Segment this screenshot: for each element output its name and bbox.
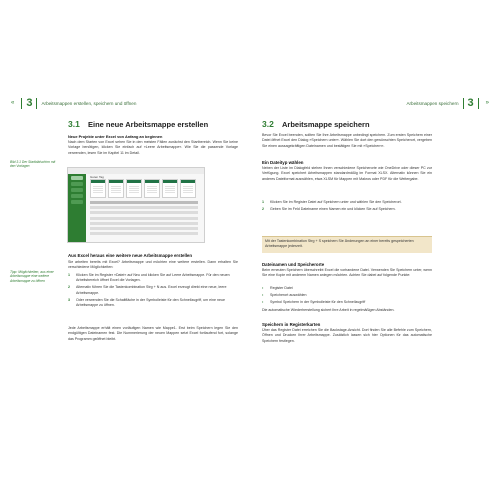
section-heading bbox=[68, 119, 208, 129]
subheading: Ein Dateityp wählen bbox=[262, 160, 304, 165]
left-running-header bbox=[8, 97, 136, 109]
bullet-list bbox=[262, 286, 432, 307]
list-item: • Speicherort auswählen bbox=[262, 293, 307, 297]
list-item: 1 Klicken Sie im Register »Datei« auf Neu und klicken Sie auf Leere Arbeitsmappe. Für den neuen Arbeitsbereich öffnet Excel die Vorlagen. bbox=[68, 273, 230, 283]
subheading: Dateinamen und Speicherorte bbox=[262, 262, 325, 267]
header-divider bbox=[463, 98, 464, 109]
header-divider bbox=[21, 98, 22, 109]
paragraph: Die automatische Wiederherstellung sichert Ihre Arbeit in regelmäßigen Abständen. bbox=[262, 308, 395, 312]
section-number: 3.1 bbox=[68, 119, 80, 129]
template-thumbnail bbox=[126, 179, 142, 198]
screenshot-sidebar bbox=[68, 174, 86, 242]
chapter-number: 3 bbox=[26, 97, 33, 109]
paragraph: Neben der Liste im Dialogfeld stehen Ihnen verschiedene Speicherorte wie OneDrive oder dieser PC zur Verfügung. Excel speichert Arbeitsmappen standardmäßig im Format XLSX. Alternativ können Sie ein anderes Dateiformat auswählen, etwa XLSM für Mappen mit Makros oder PDF für die Weitergabe. bbox=[262, 166, 432, 181]
chapter-title: Arbeitsmappen erstellen, speichern und öffnen bbox=[41, 100, 137, 106]
options-list bbox=[68, 273, 238, 310]
paragraph: Beim erneuten Speichern überschreibt Excel die vorhandene Datei. Verwenden Sie Speichern unter, wenn Sie eine Kopie mit anderem Namen anlegen möchten. Achten Sie dabei auf folgende Punkte: bbox=[262, 268, 432, 278]
template-thumbnail bbox=[108, 179, 124, 198]
right-running-header bbox=[406, 97, 492, 109]
closing-paragraph: Jede Arbeitsmappe erhält einen vorläufigen Namen wie Mappe1. Erst beim Speichern legen Sie den endgültigen Dateinamen fest. Die Nummerierung der neuen Mappen setzt Excel fortlaufend fort, solange das Programm geöffnet bleibt. bbox=[68, 326, 238, 341]
subheading-paragraph: Sie arbeiten bereits mit Excel? Arbeitsmappe und möchten eine weitere erstellen. Dann erhalten Sie verschiedene Möglichkeiten: bbox=[68, 260, 238, 270]
intro-paragraph: Bevor Sie Excel beenden, sollten Sie Ihre Arbeitsmappe unbedingt speichern. Zum ersten Speichern einer Datei öffnet Excel den Dialog »Speichern unter«. Wählen Sie dort den gewünschten Speicherort, vergeben Sie einen aussagekräftigen Dateinamen und bestätigen Sie mit »Speichern«. bbox=[262, 133, 432, 148]
screenshot-greeting: Guten Tag bbox=[90, 175, 104, 179]
list-item: 1 Klicken Sie im Register Datei auf Speichern unter und wählen Sie den Speicherort. bbox=[262, 200, 402, 204]
section-number: 3.2 bbox=[262, 119, 274, 129]
intro-heading: Neue Projekte unter Excel von Anfang an beginnen bbox=[68, 134, 163, 139]
template-thumbnail bbox=[162, 179, 178, 198]
list-item: 2 Geben Sie im Feld Dateiname einen Namen ein und klicken Sie auf Speichern. bbox=[262, 207, 396, 211]
steps-list bbox=[262, 200, 432, 214]
list-item: 2 Alternativ führen Sie die Tastenkombination Strg + N aus. Excel erzeugt direkt eine neue, leere Arbeitsmappe. bbox=[68, 285, 227, 295]
subheading: Aus Excel heraus eine weitere neue Arbeitsmappe erstellen bbox=[68, 253, 193, 258]
template-thumbnail bbox=[180, 179, 196, 198]
header-divider bbox=[478, 98, 479, 109]
section-title: Arbeitsmappe speichern bbox=[282, 120, 370, 129]
note-box: Mit der Tastenkombination Strg + S speichern Sie Änderungen an einer bereits gespeicherten Arbeitsmappe jederzeit. bbox=[262, 236, 432, 253]
paragraph: Über das Register Datei erreichen Sie die Backstage-Ansicht. Dort finden Sie alle Befehle zum Speichern, Öffnen und Drucken Ihrer Arbeitsmappe. Zusätzlich lassen sich hier Optionen für das automatische Speichern festlegen. bbox=[262, 328, 432, 343]
next-page-icon[interactable]: » bbox=[485, 100, 489, 106]
chapter-title: Arbeitsmappen speichern bbox=[406, 100, 459, 106]
figure-caption: Bild 3.1 Der Startbildschirm mit den Vorlagen bbox=[10, 160, 56, 169]
section-heading bbox=[262, 119, 370, 129]
margin-note: Tipp: Möglichkeiten, aus einer Arbeitsmappe eine weitere Arbeitsmappe zu öffnen bbox=[10, 270, 54, 283]
section-title: Eine neue Arbeitsmappe erstellen bbox=[88, 120, 209, 129]
excel-start-screenshot bbox=[67, 167, 205, 243]
list-item: • Register Datei bbox=[262, 286, 293, 290]
previous-page-icon[interactable]: « bbox=[11, 100, 15, 106]
template-thumbnail bbox=[90, 179, 106, 198]
screenshot-title-bar bbox=[68, 168, 204, 174]
template-thumbnail bbox=[144, 179, 160, 198]
intro-paragraph: Nach dem Starten von Excel sehen Sie in den meisten Fällen zunächst den Startbereich. Wenn Sie keine Vorlage benötigen, klicken Sie einfach auf »Leere Arbeitsmappe«. Wie Sie die passende Vorlage verwenden, lesen Sie im Kapitel 11 im Detail. bbox=[68, 140, 238, 155]
list-item: 3 Oder verwenden Sie die Schaltfläche in der Symbolleiste für den Schnellzugriff, um eine neue Arbeitsmappe zu öffnen. bbox=[68, 297, 225, 308]
subheading: Speichern in Registerkarten bbox=[262, 322, 321, 327]
right-page bbox=[250, 0, 500, 500]
recent-files-list bbox=[90, 201, 198, 237]
chapter-number: 3 bbox=[467, 97, 474, 109]
header-divider bbox=[36, 98, 37, 109]
list-item: • Symbol Speichern in der Symbolleiste für den Schnellzugriff bbox=[262, 300, 366, 304]
